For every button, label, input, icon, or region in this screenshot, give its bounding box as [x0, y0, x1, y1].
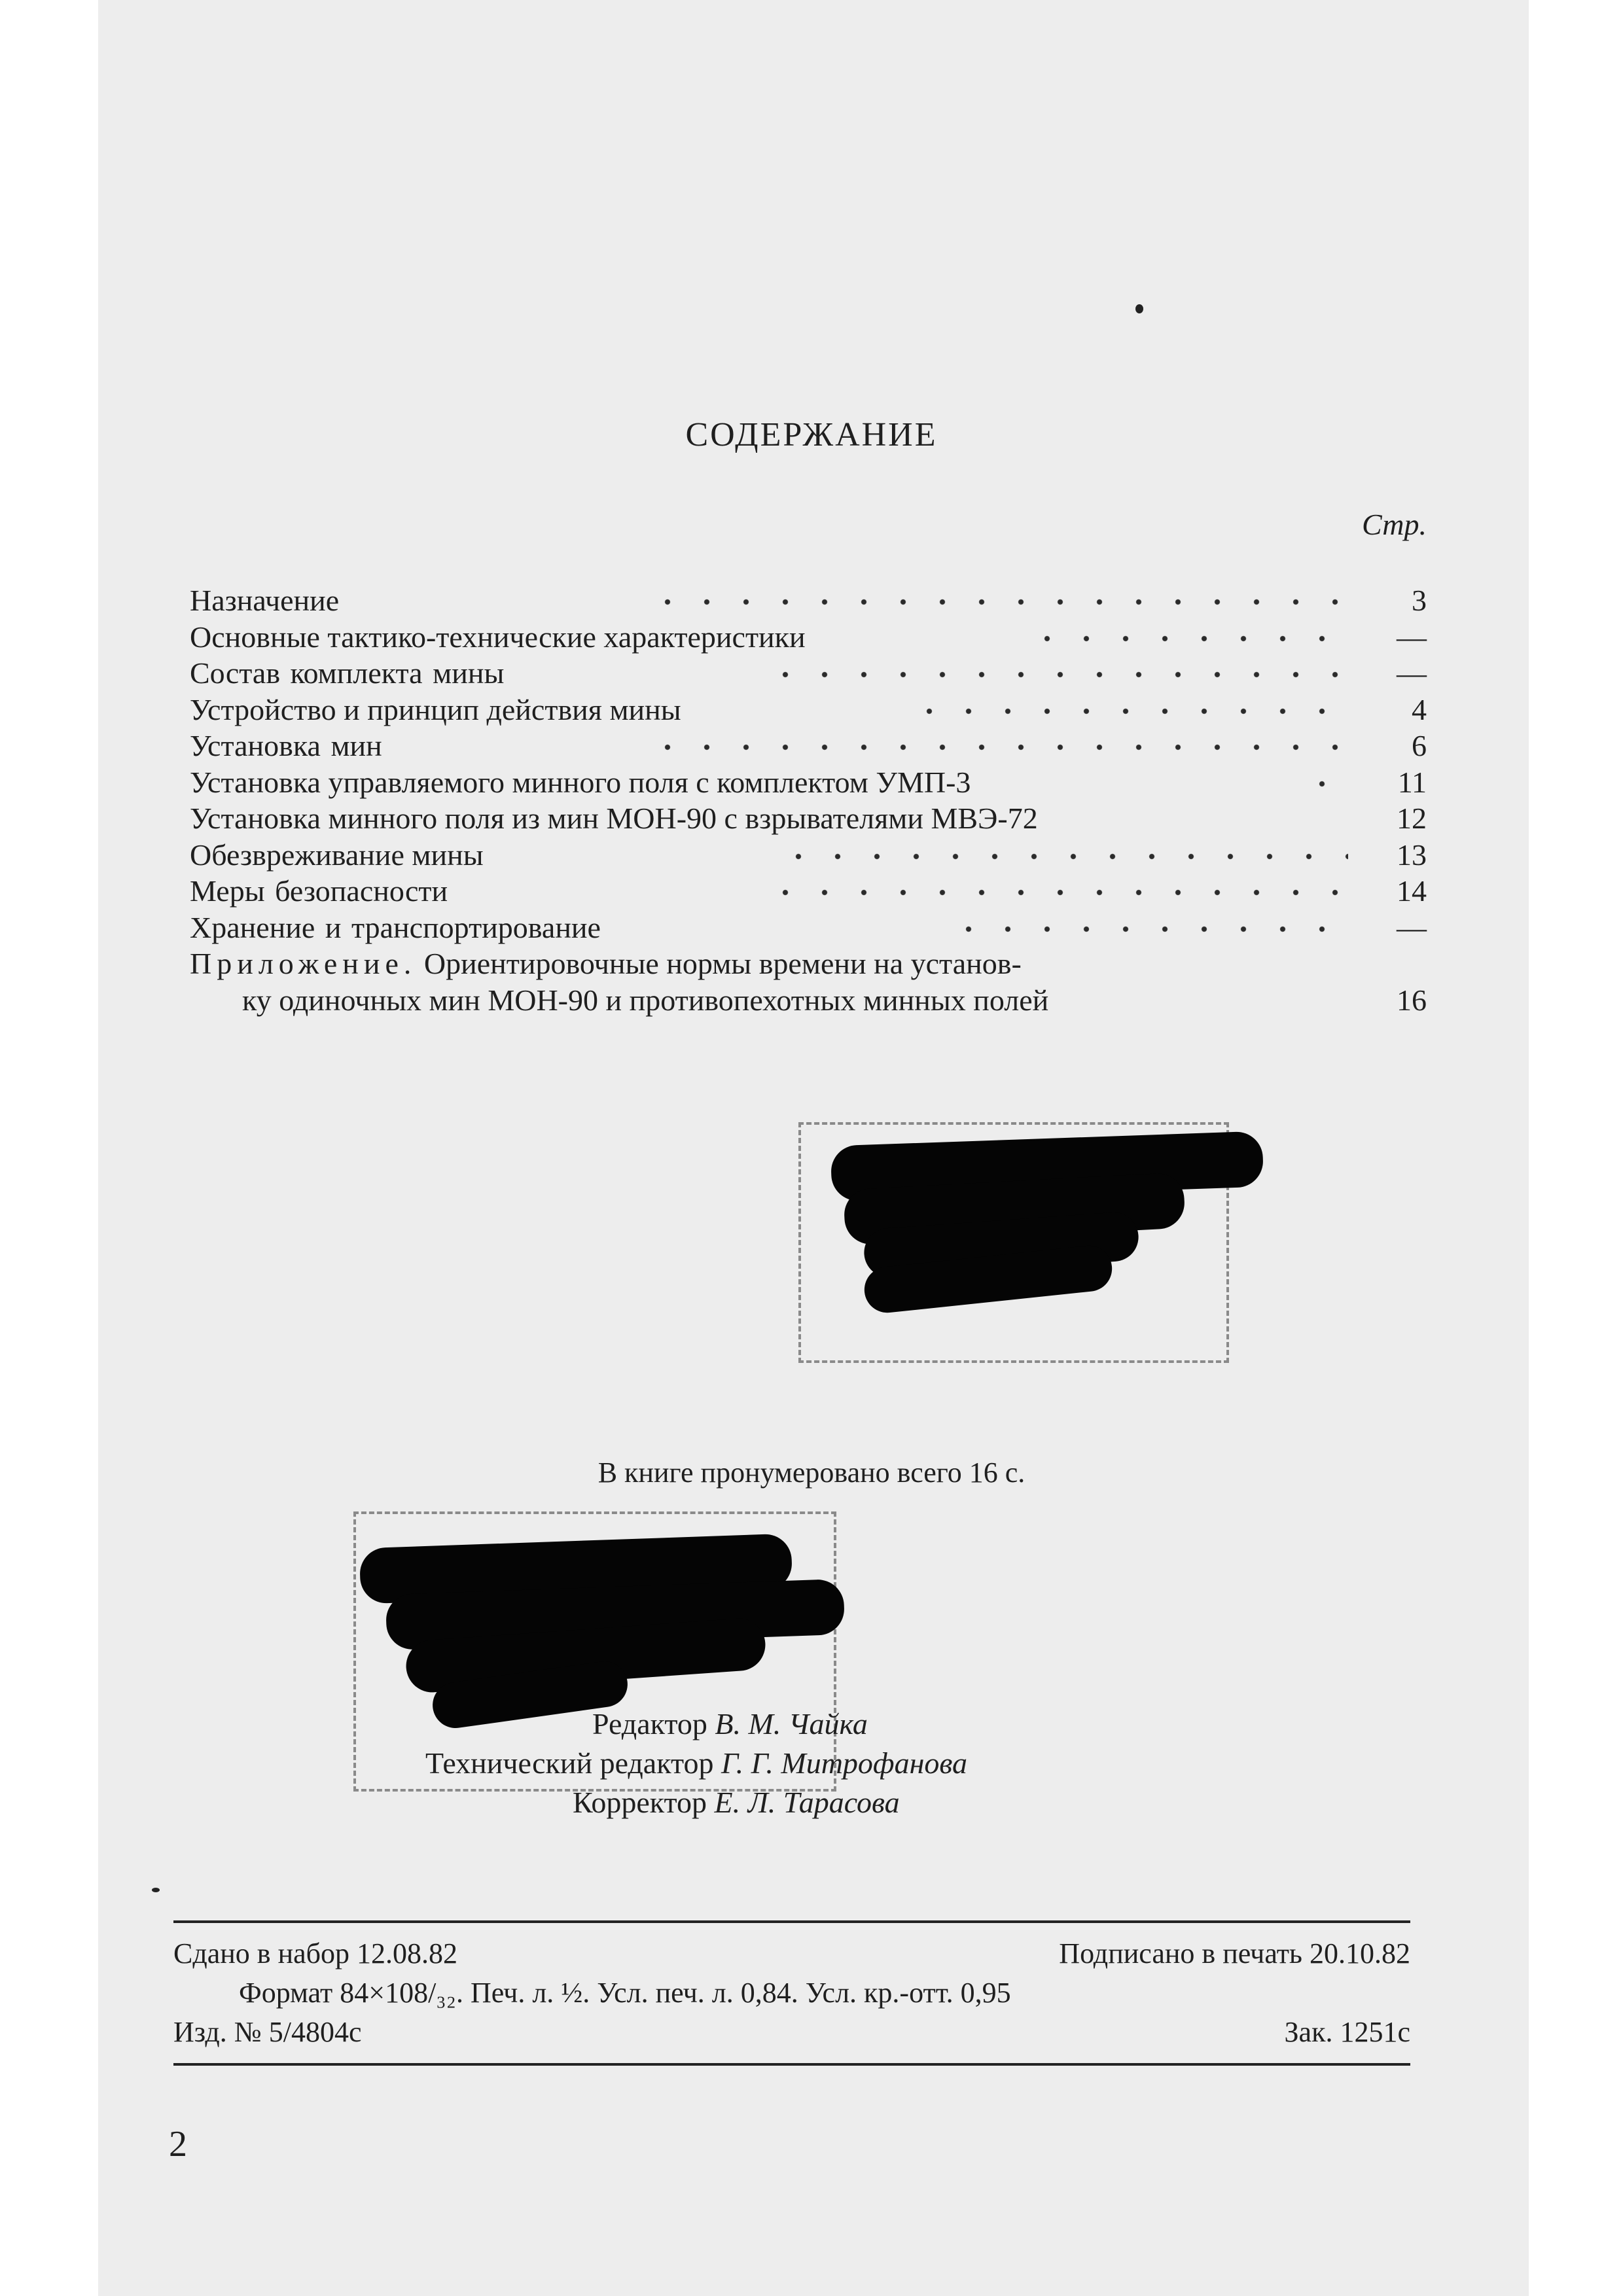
toc-appendix-continued	[190, 982, 1427, 1019]
toc-entry-page: 13	[1397, 838, 1427, 872]
toc-entry	[190, 873, 1427, 910]
toc-entry-title: Установка мин	[190, 729, 382, 762]
tech-editor-name: Г. Г. Митрофанова	[721, 1746, 968, 1780]
toc-entry	[190, 619, 1427, 656]
imprint-line-2	[173, 1976, 1410, 2009]
dot-leader	[648, 598, 1348, 606]
toc-entry	[190, 692, 1427, 728]
toc-entry-title: Состав комплекта мины	[190, 656, 505, 690]
toc-appendix-line1	[190, 945, 1022, 982]
toc-entry-page: 4	[1412, 692, 1427, 726]
dot-leader	[648, 743, 1348, 751]
toc-appendix	[190, 945, 1427, 982]
toc-entry-title: Хранение и транспортирование	[190, 910, 601, 944]
dot-leader	[1302, 780, 1348, 788]
signed-date: Подписано в печать 20.10.82	[1059, 1937, 1410, 1969]
appendix-label: Приложение.	[190, 947, 417, 980]
order-number: Зак. 1251с	[1284, 2016, 1410, 2048]
editor-role: Редактор	[592, 1707, 707, 1740]
page-column-label: Стр.	[1361, 508, 1427, 541]
toc-entry	[190, 910, 1427, 946]
dot-leader	[766, 671, 1348, 679]
redacted-stamp	[798, 1122, 1237, 1368]
toc-entry-title: Меры безопасности	[190, 874, 448, 908]
dot-leader	[766, 889, 1348, 896]
toc-entry	[190, 728, 1427, 764]
tech-editor-line	[425, 1744, 967, 1783]
imprint-line-1	[173, 1937, 1410, 1970]
toc-entry-page: 16	[1397, 983, 1427, 1017]
imprint-bottom-rule	[173, 2063, 1410, 2066]
scan-speck	[1135, 304, 1143, 313]
tech-editor-role: Технический редактор	[425, 1746, 714, 1780]
corrector-line	[573, 1783, 900, 1822]
numbered-pages-note: В книге пронумеровано всего 16 с.	[597, 1457, 1026, 1489]
toc-entry-title: Устройство и принцип действия мины	[190, 692, 681, 726]
page-number: 2	[169, 2124, 187, 2164]
imprint-line-3	[173, 2015, 1410, 2049]
edition-number: Изд. № 5/4804с	[173, 2016, 362, 2048]
toc-entry-title: Установка минного поля из мин МОН-90 с взрывателями МВЭ-72	[190, 802, 1038, 835]
toc-entry	[190, 764, 1427, 801]
dot-leader	[910, 707, 1348, 715]
toc-entry	[190, 800, 1427, 837]
toc-entry-page: 3	[1412, 584, 1427, 617]
toc-entry-title: Обезвреживание мины	[190, 838, 484, 872]
toc-entry-page: 6	[1412, 729, 1427, 762]
typeset-date: Сдано в набор 12.08.82	[173, 1937, 458, 1969]
corrector-name: Е. Л. Тарасова	[714, 1786, 900, 1819]
toc-entry-page: 11	[1397, 765, 1427, 799]
appendix-text-line2: ку одиночных мин МОН-90 и противопехотных минных полей	[242, 983, 1049, 1017]
imprint-top-rule	[173, 1920, 1410, 1923]
toc-entry	[190, 582, 1427, 619]
corrector-role: Корректор	[573, 1786, 707, 1819]
toc-entry-page: 12	[1397, 802, 1427, 835]
toc-entry	[190, 655, 1427, 692]
scan-speck	[152, 1888, 160, 1892]
toc-entry-page: —	[1397, 910, 1427, 944]
print-format: Формат 84×108/₃₂. Печ. л. ½. Усл. печ. л. 0,84. Усл. кр.-отт. 0,95	[239, 1977, 1011, 2009]
editor-name: В. М. Чайка	[715, 1707, 868, 1740]
dot-leader	[1027, 635, 1348, 643]
dot-leader	[949, 925, 1348, 933]
dot-leader	[779, 853, 1348, 860]
toc-entry-page: 14	[1397, 874, 1427, 908]
table-of-contents	[190, 582, 1427, 1018]
appendix-text-line1: Ориентировочные нормы времени на установ-	[423, 947, 1022, 980]
toc-entry-title: Установка управляемого минного поля с комплектом УМП-3	[190, 765, 971, 799]
toc-entry-page: —	[1397, 656, 1427, 690]
toc-entry-title: Основные тактико-технические характеристики	[190, 620, 806, 654]
toc-title: СОДЕРЖАНИЕ	[685, 416, 938, 453]
toc-entry-title: Назначение	[190, 584, 340, 617]
editor-line	[592, 1704, 868, 1744]
toc-entry	[190, 837, 1427, 874]
toc-entry-page: —	[1397, 620, 1427, 654]
